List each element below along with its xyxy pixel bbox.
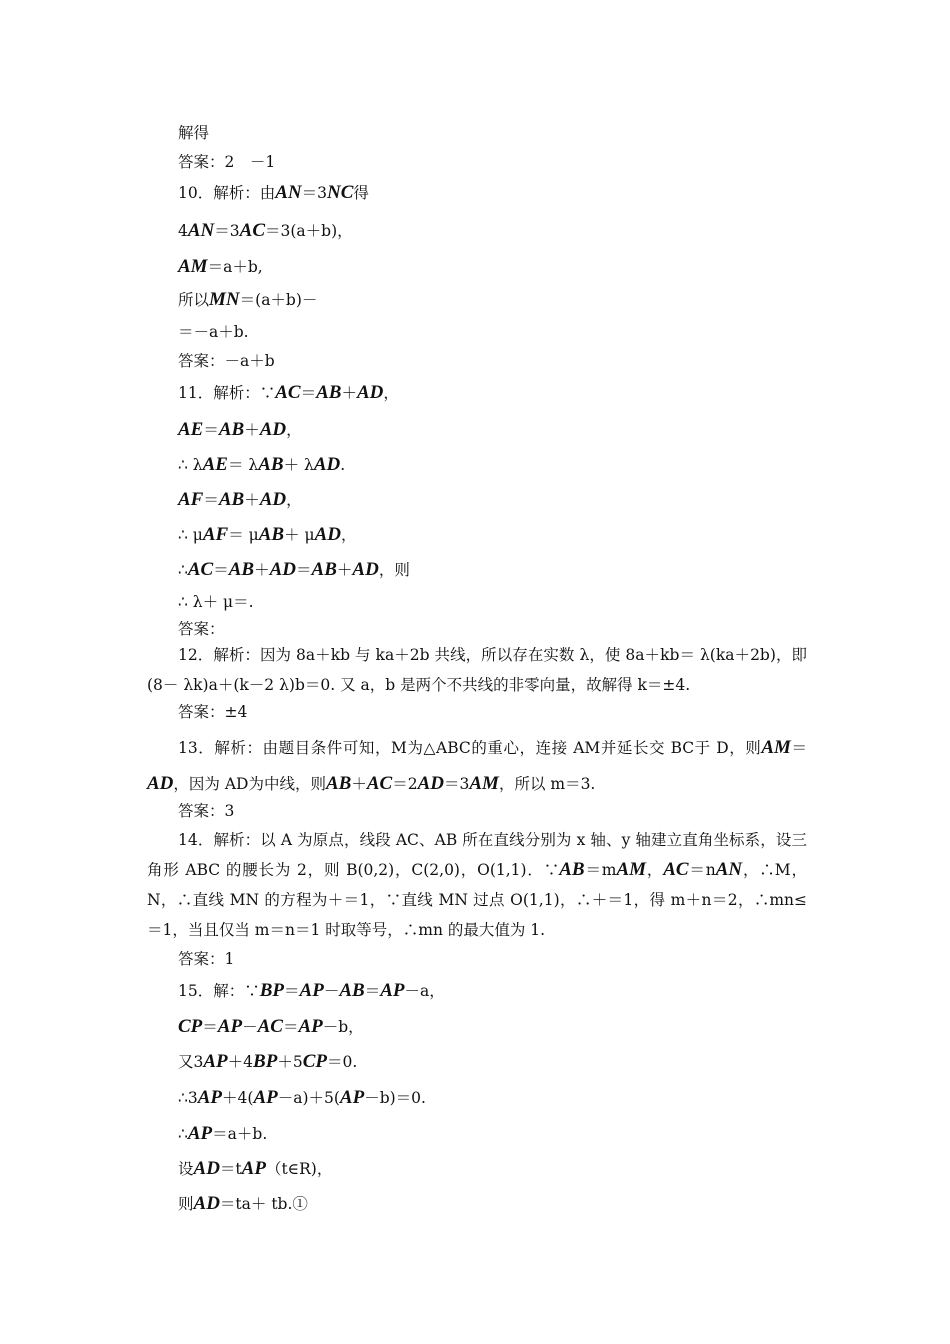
text-line: 则AD＝ta＋ tb.① xyxy=(178,1193,308,1214)
text-line: ∴ μAF＝ μAB＋ μAD， xyxy=(178,524,357,545)
text-line: ∴AC＝AB＋AD＝AB＋AD，则 xyxy=(178,559,410,580)
text-line: ＝－a＋b. xyxy=(178,323,249,341)
text-line: 答案： xyxy=(178,620,225,638)
text-line: ∴3AP＋4(AP－a)＋5(AP－b)＝0. xyxy=(178,1087,426,1108)
paragraph: 12．解析：因为 8a＋kb 与 ka＋2b 共线，所以存在实数 λ，使 8a＋kb＝ λ(ka＋2b)，即(8－ λk)a＋(k－2 λ)b＝0. 又 a，b 是两个不共线的非零向量，故解得 k＝±4. xyxy=(147,646,807,694)
text-line: 答案：2 －1 xyxy=(178,153,276,171)
text-line: AM＝a＋b, xyxy=(178,256,263,277)
text-line: 答案：－a＋b xyxy=(178,352,275,370)
text-line: 4AN＝3AC＝3(a＋b)， xyxy=(178,220,353,241)
text-line: CP＝AP－AC＝AP－b， xyxy=(178,1016,364,1037)
text-line: AE＝AB＋AD， xyxy=(178,419,302,440)
text-line: ∴AP＝a＋b. xyxy=(178,1123,268,1144)
text-line: 设AD＝tAP（t∈R)， xyxy=(178,1158,333,1179)
paragraph: 14．解析：以 A 为原点，线段 AC、AB 所在直线分别为 x 轴、y 轴建立直角坐标系，设三角形 ABC 的腰长为 2，则 B(0,2)，C(2,0)，O(1,1)．∵AB＝mAM，AC＝nAN，∴M，N，∴直线 MN 的方程为＋＝1，∵直线 MN 过点 O(1,1)，∴＋＝1，得 m＋n＝2，∴mn≤＝1，当且仅当 m＝n＝1 时取等号，∴mn 的最大值为 1. xyxy=(147,831,807,939)
text-line: 又3AP＋4BP＋5CP＝0. xyxy=(178,1051,358,1072)
text-line: 答案：1 xyxy=(178,950,235,968)
text-line: AF＝AB＋AD， xyxy=(178,489,302,510)
text-line: 所以MN＝(a＋b)－ xyxy=(178,289,318,310)
text-line: 解得 xyxy=(178,124,210,142)
text-line: 10．解析：由AN＝3NC得 xyxy=(178,182,369,203)
text-line: 15．解：∵BP＝AP－AB＝AP－a， xyxy=(178,980,445,1001)
text-line: 11．解析：∵AC＝AB＋AD， xyxy=(178,382,399,403)
paragraph: 13．解析：由题目条件可知，M为△ABC的重心，连接 AM并延长交 BC于 D，则AM＝AD，因为 AD为中线，则AB＋AC＝2AD＝3AM，所以 m＝3. xyxy=(147,737,807,794)
text-line: 答案：3 xyxy=(178,802,235,820)
text-line: 答案：±4 xyxy=(178,703,248,721)
text-line: ∴ λ＋ μ＝. xyxy=(178,593,254,611)
text-line: ∴ λAE＝ λAB＋ λAD. xyxy=(178,454,346,475)
